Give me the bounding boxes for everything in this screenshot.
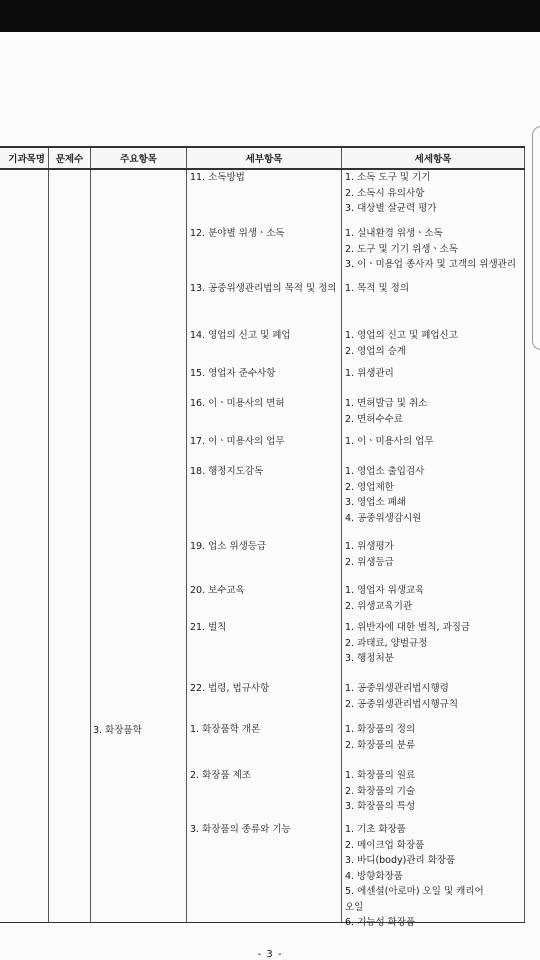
sub-detail-item: 3. 바디(body)관리 화장품 — [345, 855, 456, 866]
sub-detail-item: 3. 화장품의 특성 — [345, 801, 416, 812]
sub-detail-item: 1. 목적 및 정의 — [345, 283, 410, 294]
header-question-count: 문제수 — [49, 147, 91, 169]
detail-item: 12. 분야별 위생ㆍ소독 — [190, 228, 285, 239]
sub-detail-item: 2. 화장품의 분류 — [345, 739, 416, 751]
sub-detail-list — [345, 681, 524, 712]
detail-item: 19. 업소 위생등급 — [190, 541, 267, 552]
sub-detail-item: 2. 메이크업 화장품 — [345, 839, 425, 851]
sub-detail-list — [345, 434, 524, 450]
sub-detail-item: 2. 소독시 유의사항 — [345, 187, 425, 199]
sub-detail-item: 5. 에센셜(아로마) 오일 및 캐리어 — [345, 886, 484, 897]
sub-detail-item: 2. 화장품의 기술 — [345, 785, 416, 797]
detail-item: 17. 이ㆍ미용사의 업무 — [190, 436, 285, 447]
detail-item: 20. 보수교육 — [190, 585, 245, 596]
sub-detail-item: 3. 영업소 폐쇄 — [345, 497, 406, 508]
header-detail-item: 세부항목 — [187, 147, 342, 169]
sub-detail-item: 2. 도구 및 기기 위생ㆍ소독 — [345, 243, 458, 255]
sub-detail-item: 1. 실내환경 위생ㆍ소독 — [345, 228, 443, 239]
sub-detail-item: 6. 기능성 화장품 — [345, 917, 416, 928]
sub-detail-item: 3. 행정처분 — [345, 653, 394, 664]
sub-detail-item: 2. 면허수수료 — [345, 413, 403, 425]
sub-detail-item: 2. 공중위생관리법시행규칙 — [345, 698, 459, 710]
subject-name-cell — [0, 169, 49, 923]
sub-detail-item: 1. 소독 도구 및 기기 — [345, 172, 431, 183]
page-number: - 3 - — [257, 949, 283, 960]
detail-item: 14. 영업의 신고 및 폐업 — [190, 330, 291, 341]
status-bar — [0, 0, 540, 32]
sub-detail-list — [345, 281, 524, 297]
detail-item: 13. 공중위생관리법의 목적 및 정의 — [190, 283, 337, 294]
sub-detail-list — [345, 722, 524, 753]
sub-detail-list — [345, 328, 524, 359]
sub-detail-list — [345, 226, 524, 273]
sub-detail-item: 1. 영업의 신고 및 폐업신고 — [345, 330, 458, 341]
sub-detail-list — [345, 396, 524, 427]
sub-detail-list — [345, 822, 524, 931]
table-header-row — [0, 147, 525, 169]
detail-item: 22. 법령, 법규사항 — [190, 683, 270, 694]
sub-detail-item: 1. 영업소 출입검사 — [345, 466, 425, 477]
sub-detail-list — [345, 620, 524, 667]
sub-detail-item: 1. 화장품의 정의 — [345, 724, 416, 735]
sub-detail-item: 1. 위생평가 — [345, 541, 394, 552]
sub-detail-list — [345, 768, 524, 815]
detail-item: 3. 화장품의 종류와 기능 — [190, 824, 291, 835]
sub-detail-item: 4. 방향화장품 — [345, 870, 403, 882]
exam-criteria-table — [0, 146, 525, 928]
sub-detail-item: 2. 위생등급 — [345, 556, 394, 568]
document-page — [0, 32, 540, 960]
scroll-indicator[interactable] — [532, 126, 540, 350]
sub-detail-item: 3. 이ㆍ미용업 종사자 및 고객의 위생관리 — [345, 259, 516, 270]
sub-detail-item: 1. 영업자 위생교육 — [345, 585, 425, 596]
major-item-cell — [91, 169, 187, 923]
header-major-item: 주요항목 — [91, 147, 187, 169]
sub-detail-item: 1. 위생관리 — [345, 368, 394, 379]
sub-detail-list — [345, 539, 524, 570]
table-body-row — [0, 169, 525, 923]
sub-detail-list — [345, 464, 524, 526]
detail-item: 16. 이ㆍ미용사의 면허 — [190, 398, 285, 409]
sub-detail-item: 1. 이ㆍ미용사의 업무 — [345, 436, 434, 447]
sub-detail-item: 3. 대상별 살균력 평가 — [345, 203, 437, 214]
major-item-cosmetics: 3. 화장품학 — [93, 725, 142, 736]
sub-detail-list — [345, 366, 524, 382]
sub-detail-item-cell — [342, 169, 525, 928]
sub-detail-list — [345, 583, 524, 614]
detail-item: 21. 벌칙 — [190, 622, 227, 633]
sub-detail-item: 1. 위반자에 대한 벌칙, 과징금 — [345, 622, 471, 633]
sub-detail-item: 2. 영업제한 — [345, 481, 394, 493]
sub-detail-item: 4. 공중위생감시원 — [345, 512, 422, 524]
sub-detail-item: 2. 위생교육기관 — [345, 600, 413, 612]
sub-detail-item: 1. 공중위생관리법시행령 — [345, 683, 449, 694]
header-subject-name: 기과목명 — [0, 147, 49, 169]
sub-detail-item: 2. 과태료, 양벌규정 — [345, 637, 428, 649]
sub-detail-item: 1. 화장품의 원료 — [345, 770, 416, 781]
detail-item: 1. 화장품학 개론 — [190, 724, 261, 735]
sub-detail-item: 1. 기초 화장품 — [345, 824, 406, 835]
detail-item: 18. 행정지도감독 — [190, 466, 264, 477]
detail-item: 15. 영업자 준수사항 — [190, 368, 276, 379]
detail-item-cell — [187, 169, 342, 923]
header-sub-detail-item: 세세항목 — [342, 147, 525, 169]
sub-detail-item: 1. 면허발급 및 취소 — [345, 398, 428, 409]
detail-item: 2. 화장품 제조 — [190, 770, 251, 781]
sub-detail-list — [345, 170, 524, 217]
detail-item: 11. 소독방법 — [190, 172, 245, 183]
question-count-cell — [49, 169, 91, 923]
sub-detail-item: 2. 영업의 승계 — [345, 345, 406, 357]
sub-detail-item: 오일 — [345, 901, 364, 913]
